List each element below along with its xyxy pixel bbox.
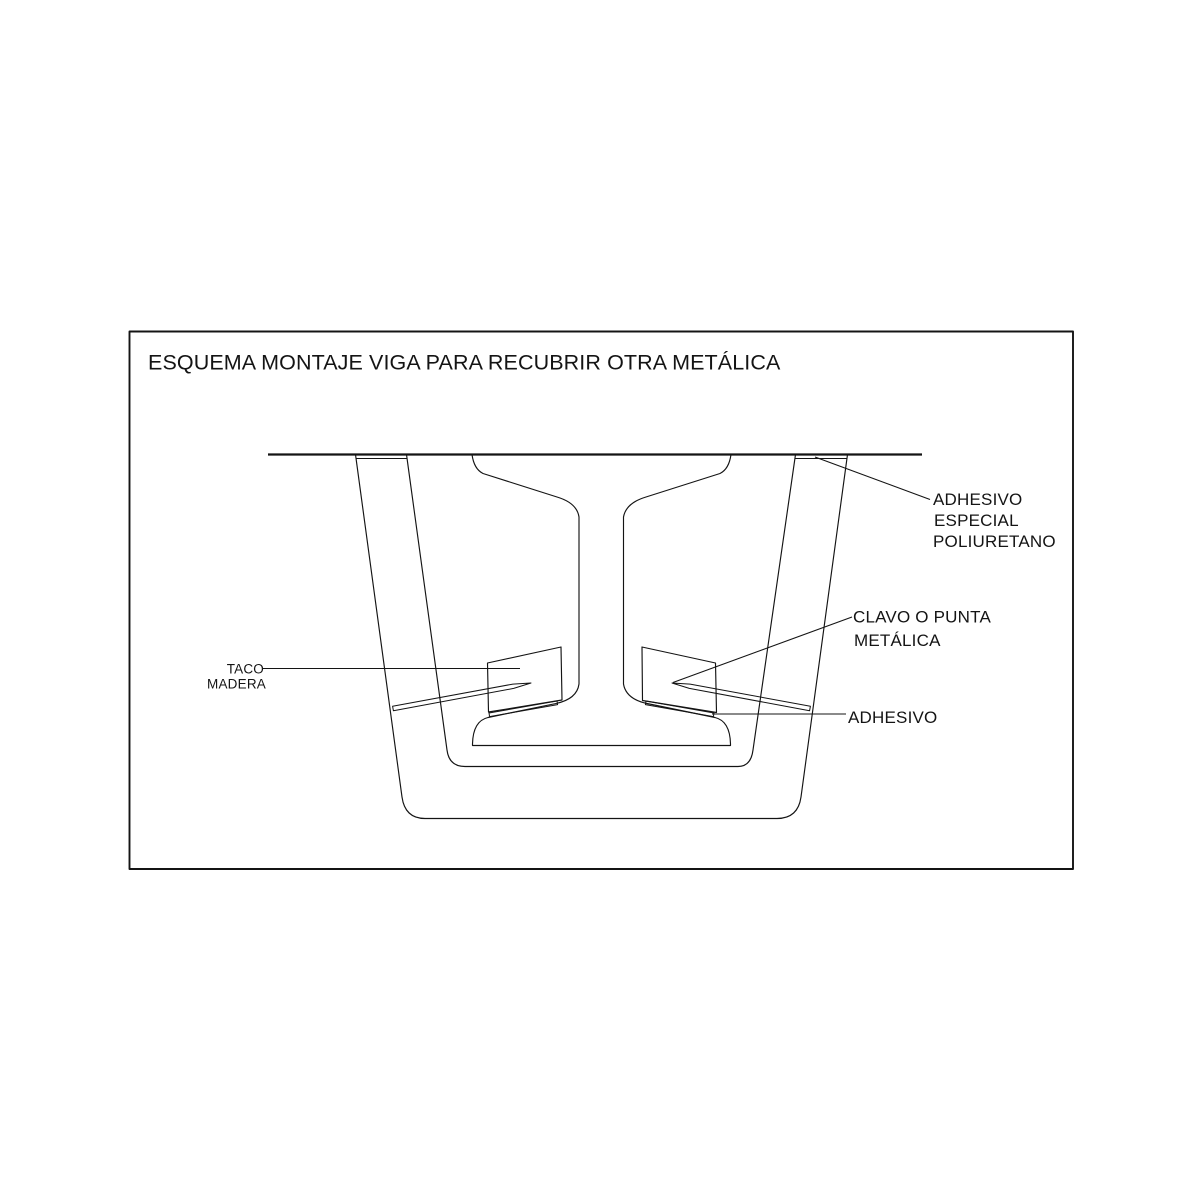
- label-nail-line2: METÁLICA: [854, 631, 941, 650]
- label-wood-block: [207, 662, 266, 692]
- label-nail-line1: CLAVO O PUNTA: [853, 607, 991, 627]
- left-nail: [393, 683, 531, 711]
- label-wood-block-line2: MADERA: [207, 676, 266, 692]
- label-wood-block-line1: TACO: [226, 661, 264, 677]
- label-adhesive-special-line1: ADHESIVO: [933, 490, 1023, 509]
- wood-channel-outline: [356, 455, 848, 819]
- right-adhesive-strip: [645, 701, 714, 717]
- label-adhesive-special-line3: POLIURETANO: [933, 532, 1056, 551]
- drawing-frame: [130, 332, 1074, 870]
- label-adhesive-special: [933, 490, 1056, 551]
- drawing-title: ESQUEMA MONTAJE VIGA PARA RECUBRIR OTRA METÁLICA: [148, 350, 781, 375]
- left-adhesive-strip: [489, 701, 558, 717]
- leader-adhesive-special: [815, 457, 930, 500]
- label-adhesive-special-line2: ESPECIAL: [934, 511, 1019, 530]
- leader-nail: [673, 617, 852, 683]
- label-nail: [853, 608, 991, 651]
- right-nail: [672, 683, 810, 711]
- label-adhesive: ADHESIVO: [848, 708, 938, 727]
- i-beam-outline: [472, 455, 731, 746]
